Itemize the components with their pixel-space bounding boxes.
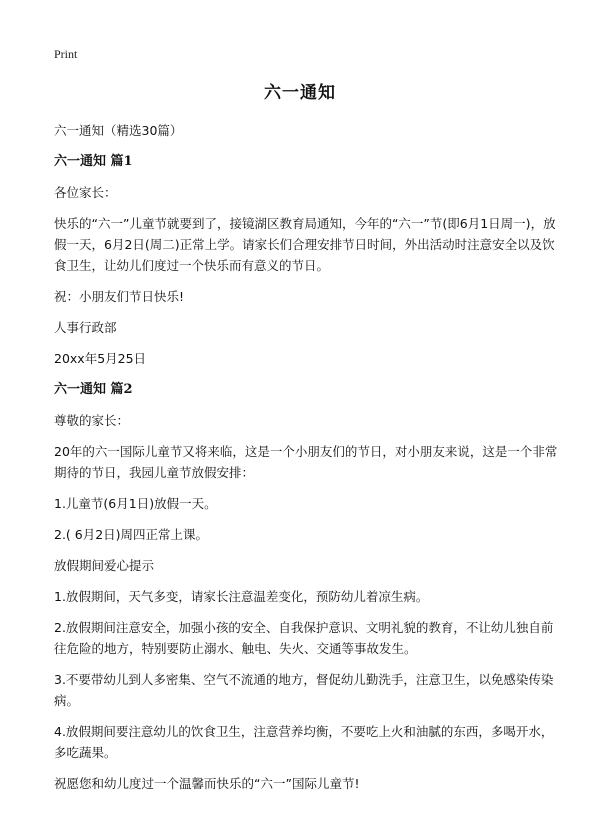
section1-signature: 人事行政部: [54, 320, 117, 335]
section2-greeting: 尊敬的家长：: [54, 413, 130, 428]
section2-item1: 1.儿童节(6月1日)放假一天。: [54, 496, 217, 511]
tip-1: 1.放假期间，天气多变，请家长注意温差变化，预防幼儿着凉生病。: [54, 589, 429, 604]
section1-date: 20xx年5月25日: [54, 351, 147, 366]
section2-item2: 2.( 6月2日)周四正常上课。: [54, 527, 209, 542]
tip-2: 2.放假期间注意安全，加强小孩的安全、自我保护意识、文明礼貌的教育，不让幼儿独自前往危险的地方，特别要防止溺水、触电、失火、交通等事故发生。: [54, 620, 554, 656]
tip-4: 4.放假期间要注意幼儿的饮食卫生，注意营养均衡，不要吃上火和油腻的东西，多喝开水，多吃蔬果。: [54, 724, 554, 760]
section2-closing: 祝愿您和幼儿度过一个温馨而快乐的“六一”国际儿童节!: [54, 776, 360, 791]
print-link[interactable]: Print: [54, 47, 78, 61]
section2-heading: 六一通知 篇2: [54, 382, 133, 397]
section1-heading: 六一通知 篇1: [54, 154, 133, 169]
section2-intro: 20年的六一国际儿童节又将来临，这是一个小朋友们的节日，对小朋友来说，这是一个非常期待的节日，我园儿童节放假安排：: [54, 444, 558, 480]
section1-wish: 祝：小朋友们节日快乐!: [54, 289, 185, 304]
tips-heading: 放假期间爱心提示: [54, 558, 155, 573]
section1-greeting: 各位家长：: [54, 185, 117, 200]
tip-3: 3.不要带幼儿到人多密集、空气不流通的地方，督促幼儿勤洗手，注意卫生，以免感染传染病。: [54, 672, 554, 708]
document-subtitle: 六一通知（精选30篇）: [54, 123, 183, 138]
page-title: 六一通知: [264, 83, 336, 103]
section1-body: 快乐的“六一”儿童节就要到了，接镜湖区教育局通知，今年的“六一”节(即6月1日周一)，放假一天，6月2日(周二)正常上学。请家长们合理安排节日时间，外出活动时注意安全以及饮食卫生，让幼儿们度过一个快乐而有意义的节日。: [54, 216, 556, 273]
document-body: [54, 120, 559, 804]
